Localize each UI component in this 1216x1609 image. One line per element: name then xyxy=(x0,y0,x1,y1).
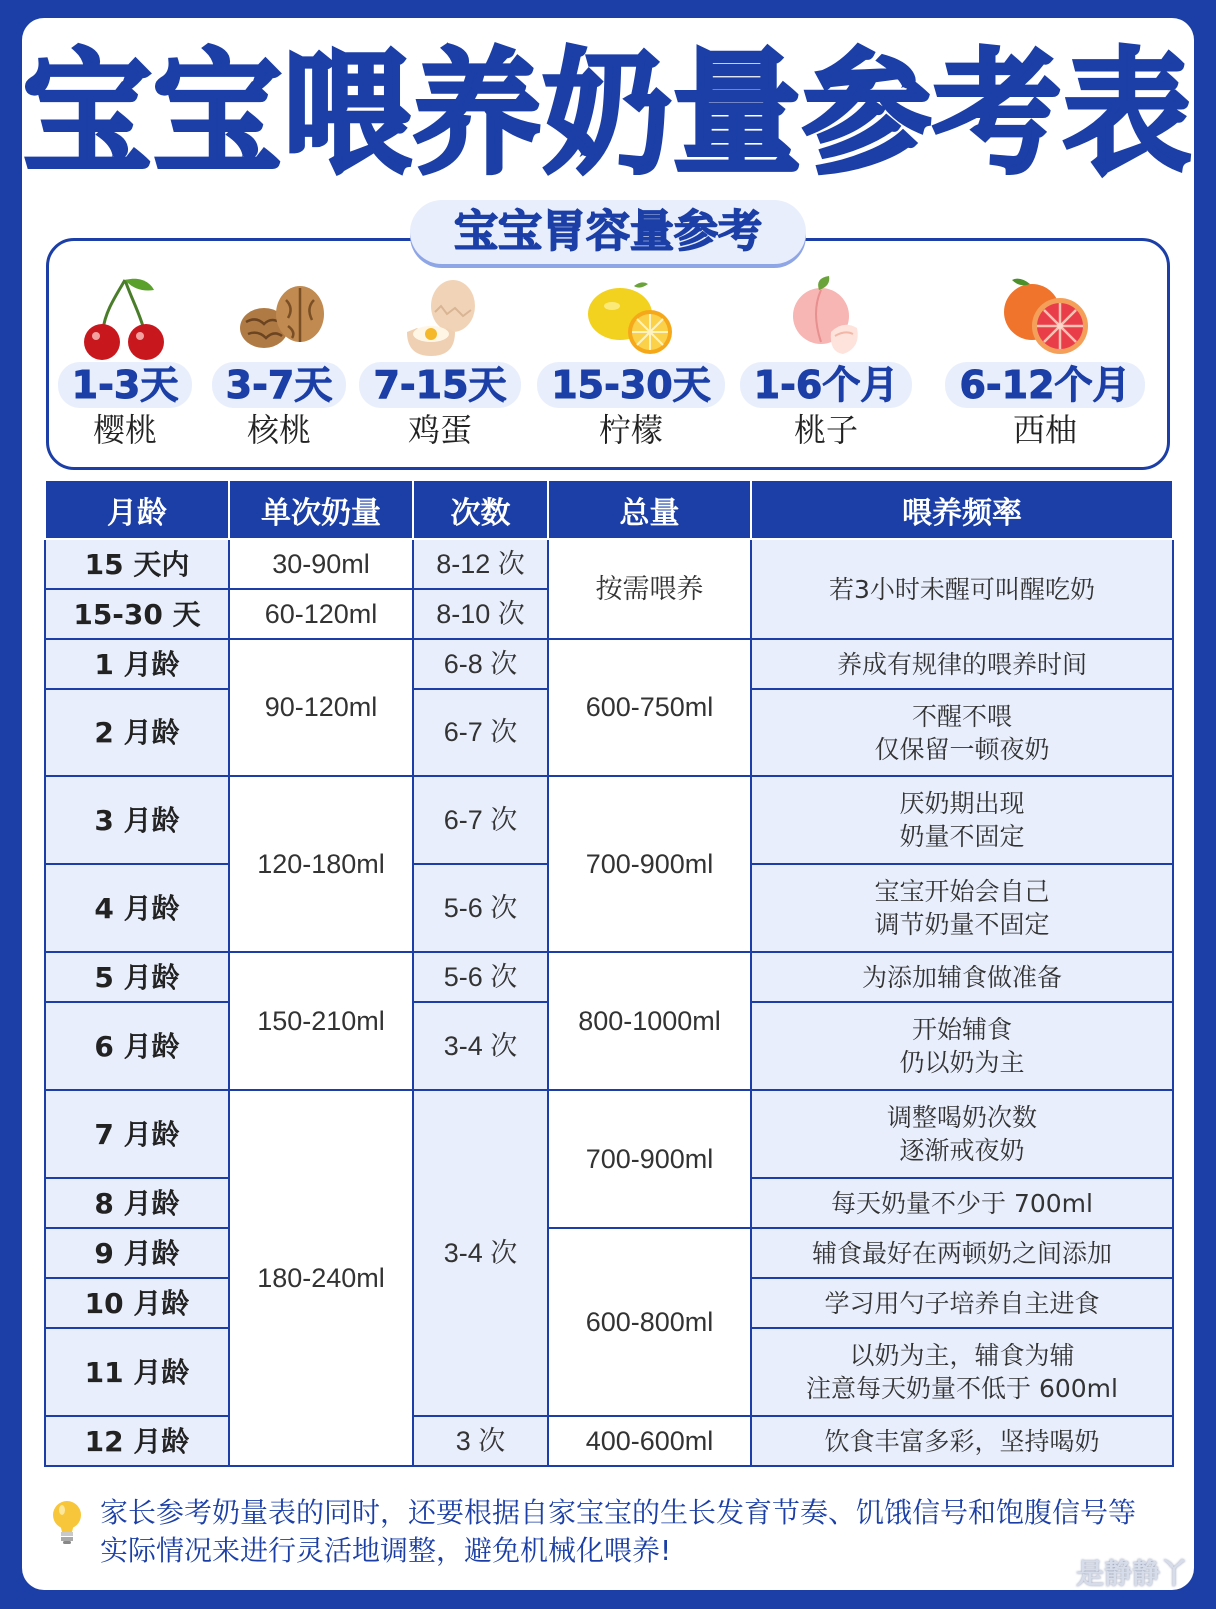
total-cell: 700-900ml xyxy=(548,776,751,952)
freq-line: 不醒不喂 xyxy=(911,701,1012,731)
freq-line: 以奶为主，辅食为辅 xyxy=(849,1341,1075,1370)
parent-tip-text: 家长参考奶量表的同时，还要根据自家宝宝的生长发育节奏、饥饿信号和饱腹信号等实际情况来进行灵活地调整，避免机械化喂养! xyxy=(100,1496,1137,1567)
table-header-row xyxy=(45,481,1173,539)
single-cell: 150-210ml xyxy=(229,952,413,1090)
age-cell: 2 月龄 xyxy=(45,689,229,776)
total-cell: 800-1000ml xyxy=(548,952,751,1090)
stage-days: 1-3天 xyxy=(58,362,193,408)
stage-3-7-days xyxy=(206,272,352,450)
age-cell: 4 月龄 xyxy=(45,864,229,952)
total-cell: 700-900ml xyxy=(548,1090,751,1228)
freq-cell xyxy=(751,952,1173,1002)
single-cell: 120-180ml xyxy=(229,776,413,952)
walnut-icon xyxy=(224,272,334,362)
freq-line: 厌奶期出现 xyxy=(899,789,1025,818)
peach-icon xyxy=(771,272,881,362)
stage-1-3-days xyxy=(52,272,198,450)
table-row xyxy=(45,539,1173,589)
lemon-icon xyxy=(576,272,686,362)
freq-line: 学习用勺子培养自主进食 xyxy=(824,1288,1100,1318)
freq-line: 宝宝开始会自己 xyxy=(874,877,1050,906)
times-cell: 3 次 xyxy=(413,1416,548,1466)
table-row xyxy=(45,639,1173,689)
times-cell: 6-7 次 xyxy=(413,689,548,776)
single-cell: 60-120ml xyxy=(229,589,413,639)
freq-line: 开始辅食 xyxy=(911,1015,1012,1044)
freq-line: 调节奶量不固定 xyxy=(874,910,1050,939)
age-cell: 10 月龄 xyxy=(45,1278,229,1328)
single-cell: 30-90ml xyxy=(229,539,413,589)
age-cell: 9 月龄 xyxy=(45,1228,229,1278)
stage-6-12-months xyxy=(928,272,1162,450)
stage-7-15-days xyxy=(356,272,524,450)
times-cell: 3-4 次 xyxy=(413,1002,548,1090)
age-cell: 11 月龄 xyxy=(45,1328,229,1416)
stomach-capacity-label: 宝宝胃容量参考 xyxy=(410,200,806,264)
total-cell: 按需喂养 xyxy=(548,539,751,639)
freq-cell xyxy=(751,1278,1173,1328)
stage-fruit-name: 核桃 xyxy=(246,411,311,449)
freq-cell xyxy=(751,864,1173,952)
age-cell: 6 月龄 xyxy=(45,1002,229,1090)
freq-line: 仍以奶为主 xyxy=(899,1048,1025,1077)
freq-cell xyxy=(751,776,1173,864)
page-title: 宝宝喂养奶量参考表 xyxy=(22,36,1193,193)
single-cell: 180-240ml xyxy=(229,1090,413,1466)
freq-line: 逐渐戒夜奶 xyxy=(899,1136,1025,1165)
stage-days: 3-7天 xyxy=(212,362,347,408)
single-cell: 90-120ml xyxy=(229,639,413,776)
freq-line: 饮食丰富多彩，坚持喝奶 xyxy=(824,1426,1100,1456)
total-cell: 600-750ml xyxy=(548,639,751,776)
age-cell: 7 月龄 xyxy=(45,1090,229,1178)
header-single-amount: 单次奶量 xyxy=(229,481,413,539)
freq-cell xyxy=(751,639,1173,689)
stage-fruit-name: 鸡蛋 xyxy=(407,411,472,449)
times-cell: 8-12 次 xyxy=(413,539,548,589)
grapefruit-icon xyxy=(990,272,1100,362)
table-row xyxy=(45,1228,1173,1278)
age-cell: 1 月龄 xyxy=(45,639,229,689)
header-age: 月龄 xyxy=(45,481,229,539)
freq-line: 辅食最好在两顿奶之间添加 xyxy=(811,1238,1112,1268)
total-cell: 600-800ml xyxy=(548,1228,751,1416)
stage-days: 6-12个月 xyxy=(945,362,1144,408)
lightbulb-icon xyxy=(50,1498,84,1546)
times-cell: 8-10 次 xyxy=(413,589,548,639)
header-total: 总量 xyxy=(548,481,751,539)
times-cell: 6-7 次 xyxy=(413,776,548,864)
age-cell: 15 天内 xyxy=(45,539,229,589)
freq-cell xyxy=(751,689,1173,776)
freq-cell xyxy=(751,539,1173,639)
times-cell: 3-4 次 xyxy=(413,1090,548,1416)
freq-line: 注意每天奶量不低于 600ml xyxy=(806,1374,1118,1403)
freq-line: 为添加辅食做准备 xyxy=(861,962,1062,992)
stage-fruit-name: 桃子 xyxy=(793,411,858,449)
freq-line: 每天奶量不少于 700ml xyxy=(831,1188,1093,1218)
times-cell: 5-6 次 xyxy=(413,952,548,1002)
freq-cell xyxy=(751,1178,1173,1228)
stage-fruit-name: 樱桃 xyxy=(92,411,157,449)
stage-15-30-days xyxy=(536,272,726,450)
times-cell: 6-8 次 xyxy=(413,639,548,689)
freq-line: 养成有规律的喂养时间 xyxy=(836,649,1087,679)
times-cell: 5-6 次 xyxy=(413,864,548,952)
watermark: 是静静丫 xyxy=(1075,1557,1188,1590)
age-cell: 3 月龄 xyxy=(45,776,229,864)
table-row xyxy=(45,1416,1173,1466)
table-row xyxy=(45,952,1173,1002)
header-times: 次数 xyxy=(413,481,548,539)
freq-line: 仅保留一顿夜奶 xyxy=(874,734,1050,764)
age-cell: 15-30 天 xyxy=(45,589,229,639)
freq-cell xyxy=(751,1002,1173,1090)
table-row xyxy=(45,776,1173,864)
age-cell: 8 月龄 xyxy=(45,1178,229,1228)
freq-cell xyxy=(751,1090,1173,1178)
egg-icon xyxy=(385,272,495,362)
freq-cell xyxy=(751,1328,1173,1416)
stage-days: 1-6个月 xyxy=(740,362,913,408)
cherry-icon xyxy=(70,272,180,362)
header-frequency: 喂养频率 xyxy=(751,481,1173,539)
feeding-table xyxy=(44,481,1174,1467)
stage-fruit-name: 西柚 xyxy=(1012,411,1077,449)
stage-days: 7-15天 xyxy=(359,362,520,408)
stage-days: 15-30天 xyxy=(537,362,725,408)
table-row xyxy=(45,1090,1173,1178)
age-cell: 5 月龄 xyxy=(45,952,229,1002)
stage-1-6-months xyxy=(736,272,916,450)
freq-line: 奶量不固定 xyxy=(899,822,1025,851)
stage-fruit-name: 柠檬 xyxy=(598,411,663,449)
total-cell: 400-600ml xyxy=(548,1416,751,1466)
freq-line: 若3小时未醒可叫醒吃奶 xyxy=(829,574,1095,604)
age-cell: 12 月龄 xyxy=(45,1416,229,1466)
freq-cell xyxy=(751,1416,1173,1466)
freq-line: 调整喝奶次数 xyxy=(886,1103,1037,1132)
freq-cell xyxy=(751,1228,1173,1278)
